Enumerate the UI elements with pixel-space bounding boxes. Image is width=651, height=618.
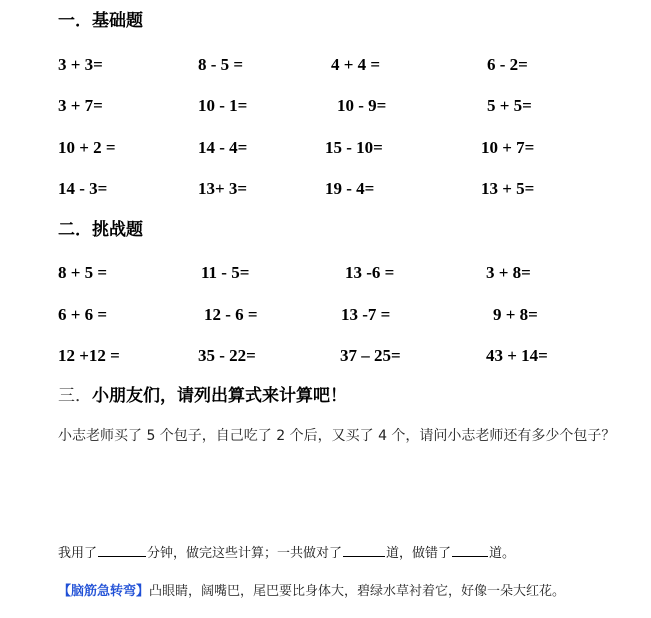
section2-row-1 <box>0 261 651 285</box>
equation: 12 +12 = <box>58 346 120 365</box>
equation: 6 + 6 = <box>58 305 108 324</box>
equation: 14 - 4= <box>198 138 248 157</box>
equation: 13+ 3= <box>198 179 248 198</box>
equation: 3 + 7= <box>58 96 103 115</box>
section1-row-2 <box>0 94 651 118</box>
equation: 9 + 8= <box>493 305 538 324</box>
section3-heading <box>58 386 347 406</box>
equation: 6 - 2= <box>487 55 528 74</box>
equation: 3 + 3= <box>58 55 103 74</box>
word-problem: 小志老师买了 5 个包子，自己吃了 2 个后，又买了 4 个，请问小志老师还有多少个包子？ <box>58 428 616 444</box>
record-text-4: 道。 <box>489 546 516 561</box>
minutes-blank[interactable] <box>98 542 146 557</box>
section1-title: 一．基础题 <box>58 11 143 31</box>
equation: 13 + 5= <box>481 179 535 198</box>
wrong-count-blank[interactable] <box>452 542 488 557</box>
equation: 35 - 22= <box>198 346 256 365</box>
equation: 10 + 7= <box>481 138 535 157</box>
section3-number: 三． <box>58 386 92 406</box>
equation: 4 + 4 = <box>331 55 381 74</box>
section3-title: 小朋友们，请列出算式来计算吧！ <box>92 386 347 406</box>
section1-row-3 <box>0 136 651 160</box>
self-record-line <box>58 542 515 564</box>
riddle <box>58 582 565 602</box>
equation: 43 + 14= <box>486 346 548 365</box>
section2-title: 二．挑战题 <box>58 220 143 240</box>
record-text-1: 我用了 <box>58 546 98 561</box>
section2-row-3 <box>0 344 651 368</box>
equation: 5 + 5= <box>487 96 532 115</box>
equation: 19 - 4= <box>325 179 375 198</box>
record-text-2: 分钟，做完这些计算；一共做对了 <box>147 546 343 561</box>
equation: 10 - 1= <box>198 96 248 115</box>
record-text-3: 道，做错了 <box>386 546 452 561</box>
equation: 10 - 9= <box>337 96 387 115</box>
equation: 8 + 5 = <box>58 263 108 282</box>
equation: 14 - 3= <box>58 179 108 198</box>
correct-count-blank[interactable] <box>343 542 385 557</box>
equation: 8 - 5 = <box>198 55 244 74</box>
equation: 11 - 5= <box>201 263 250 282</box>
section1-row-1 <box>0 53 651 77</box>
riddle-tag: 【脑筋急转弯】 <box>58 584 150 599</box>
section1-row-4 <box>0 177 651 201</box>
equation: 13 -7 = <box>341 305 391 324</box>
equation: 37 – 25= <box>340 346 401 365</box>
section2-row-2 <box>0 303 651 327</box>
equation: 15 - 10= <box>325 138 383 157</box>
equation: 3 + 8= <box>486 263 531 282</box>
equation: 10 + 2 = <box>58 138 116 157</box>
riddle-text: 凸眼睛，阔嘴巴，尾巴要比身体大，碧绿水草衬着它，好像一朵大红花。 <box>149 584 566 599</box>
equation: 13 -6 = <box>345 263 395 282</box>
equation: 12 - 6 = <box>204 305 258 324</box>
